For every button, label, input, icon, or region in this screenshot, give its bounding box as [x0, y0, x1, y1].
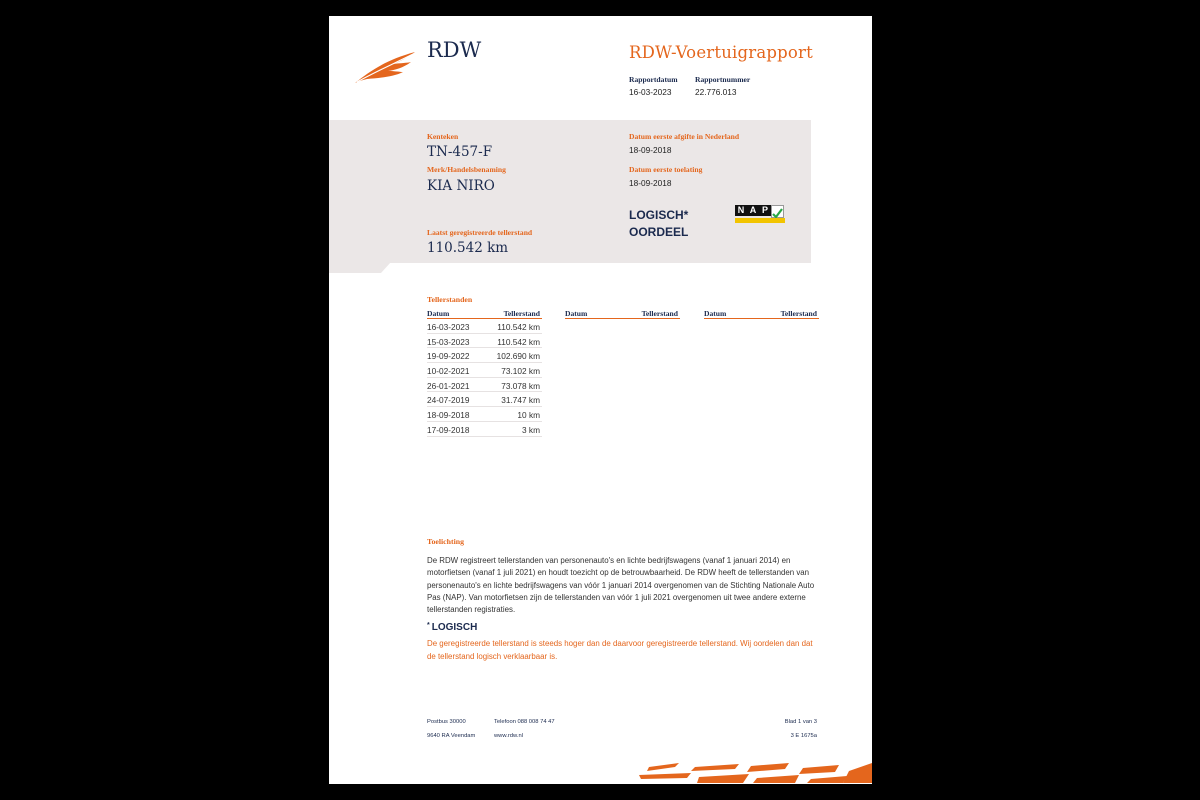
- footer-web: www.rdw.nl: [494, 733, 523, 739]
- row-km: 31.747 km: [501, 395, 540, 406]
- table-row: [427, 422, 542, 437]
- panel-corner-tail: [329, 262, 391, 274]
- readings-title: Tellerstanden: [427, 295, 473, 304]
- row-date: 10-02-2021: [427, 366, 470, 377]
- readings-header: [427, 309, 542, 319]
- row-km: 10 km: [517, 410, 540, 421]
- nap-letter-n: N: [735, 205, 747, 216]
- report-date-label: Rapportdatum: [629, 75, 678, 84]
- odometer-label: Laatst geregistreerde tellerstand: [427, 228, 533, 237]
- first-admission-value: 18-09-2018: [629, 178, 672, 188]
- row-date: 16-03-2023: [427, 322, 470, 332]
- footer-phone: Telefoon 088 008 74 47: [494, 719, 555, 725]
- odometer-value: 110.542 km: [427, 240, 509, 256]
- readings-column-1: [427, 309, 542, 437]
- footer-postbus: Postbus 30000: [427, 719, 466, 725]
- row-km: 102.690 km: [496, 351, 540, 362]
- row-date: 18-09-2018: [427, 410, 470, 421]
- plate-value: TN-457-F: [427, 144, 493, 160]
- brand-name: RDW: [427, 38, 482, 62]
- readings-header: [704, 309, 819, 319]
- header-date: Datum: [565, 309, 588, 318]
- header-date: Datum: [427, 309, 450, 318]
- report-number-label: Rapportnummer: [695, 75, 751, 84]
- row-date: 26-01-2021: [427, 380, 470, 391]
- readings-column-2: [565, 309, 680, 319]
- nap-checkmark-icon: [771, 205, 784, 218]
- explanation-title: Toelichting: [427, 537, 464, 546]
- row-km: 110.542 km: [497, 336, 540, 347]
- row-date: 15-03-2023: [427, 336, 470, 347]
- plate-label: Kenteken: [427, 132, 459, 141]
- report-number-value: 22.776.013: [695, 87, 737, 97]
- first-issue-nl-value: 18-09-2018: [629, 145, 672, 155]
- verdict-line-1: LOGISCH*: [629, 208, 689, 222]
- row-km: 3 km: [522, 424, 540, 435]
- nap-letter-p: P: [759, 205, 771, 216]
- footer-code: 3 E 1675a: [790, 733, 817, 739]
- table-row: [427, 334, 542, 349]
- table-row: [427, 319, 542, 334]
- rdw-stripes-decoration: [639, 763, 872, 784]
- verdict-line-2: OORDEEL: [629, 225, 689, 239]
- readings-header: [565, 309, 680, 319]
- table-row: [427, 348, 542, 363]
- first-admission-label: Datum eerste toelating: [629, 165, 703, 174]
- footer-city: 9640 RA Veendam: [427, 733, 476, 739]
- header-km: Tellerstand: [503, 309, 540, 318]
- nap-yellow-bar: [735, 218, 785, 223]
- report-page: [329, 16, 872, 784]
- header-date: Datum: [704, 309, 727, 318]
- row-km: 73.102 km: [501, 366, 540, 377]
- note-star: *: [427, 622, 430, 629]
- readings-column-3: [704, 309, 819, 319]
- table-row: [427, 363, 542, 378]
- rdw-feather-logo-icon: [355, 50, 417, 84]
- logical-note-text: De geregistreerde tellerstand is steeds hoger dan de daarvoor geregistreerde tellerstand. Wij oordelen dan dat de tellerstand logisch verklaarbaar is.: [427, 639, 813, 661]
- row-km: 110.542 km: [497, 322, 540, 332]
- report-title: RDW-Voertuigrapport: [629, 43, 813, 62]
- header-km: Tellerstand: [641, 309, 678, 318]
- row-date: 24-07-2019: [427, 395, 470, 406]
- make-label: Merk/Handelsbenaming: [427, 165, 506, 174]
- make-value: KIA NIRO: [427, 178, 495, 194]
- row-km: 73.078 km: [501, 380, 540, 391]
- header-km: Tellerstand: [780, 309, 817, 318]
- table-row: [427, 407, 542, 422]
- nap-letter-a: A: [747, 205, 759, 216]
- table-row: [427, 378, 542, 393]
- vehicle-summary-panel: [329, 120, 811, 263]
- note-title: LOGISCH: [431, 622, 478, 633]
- logical-note-heading: [427, 622, 477, 633]
- nap-logo: [735, 205, 785, 224]
- first-issue-nl-label: Datum eerste afgifte in Nederland: [629, 132, 740, 141]
- table-row: [427, 392, 542, 407]
- footer-page: Blad 1 van 3: [784, 719, 817, 725]
- report-date-value: 16-03-2023: [629, 87, 672, 97]
- row-date: 19-09-2022: [427, 351, 470, 362]
- explanation-text: De RDW registreert tellerstanden van personenauto's en lichte bedrijfswagens (vanaf 1 januari 2014) en motorfietsen (vanaf 1 juli 2021) en houdt toezicht op de betrouwbaarheid. De RDW heeft de tellerstanden van personenauto's en lichte bedrijfswagens van vóór 1 januari 2014 overgenomen van de Stichting Nationale Auto Pas (NAP). Van motorfietsen zijn de tellerstanden van vóór 1 juli 2021 overgenomen uit twee andere externe tellerstanden registraties.: [427, 556, 815, 615]
- row-date: 17-09-2018: [427, 424, 470, 435]
